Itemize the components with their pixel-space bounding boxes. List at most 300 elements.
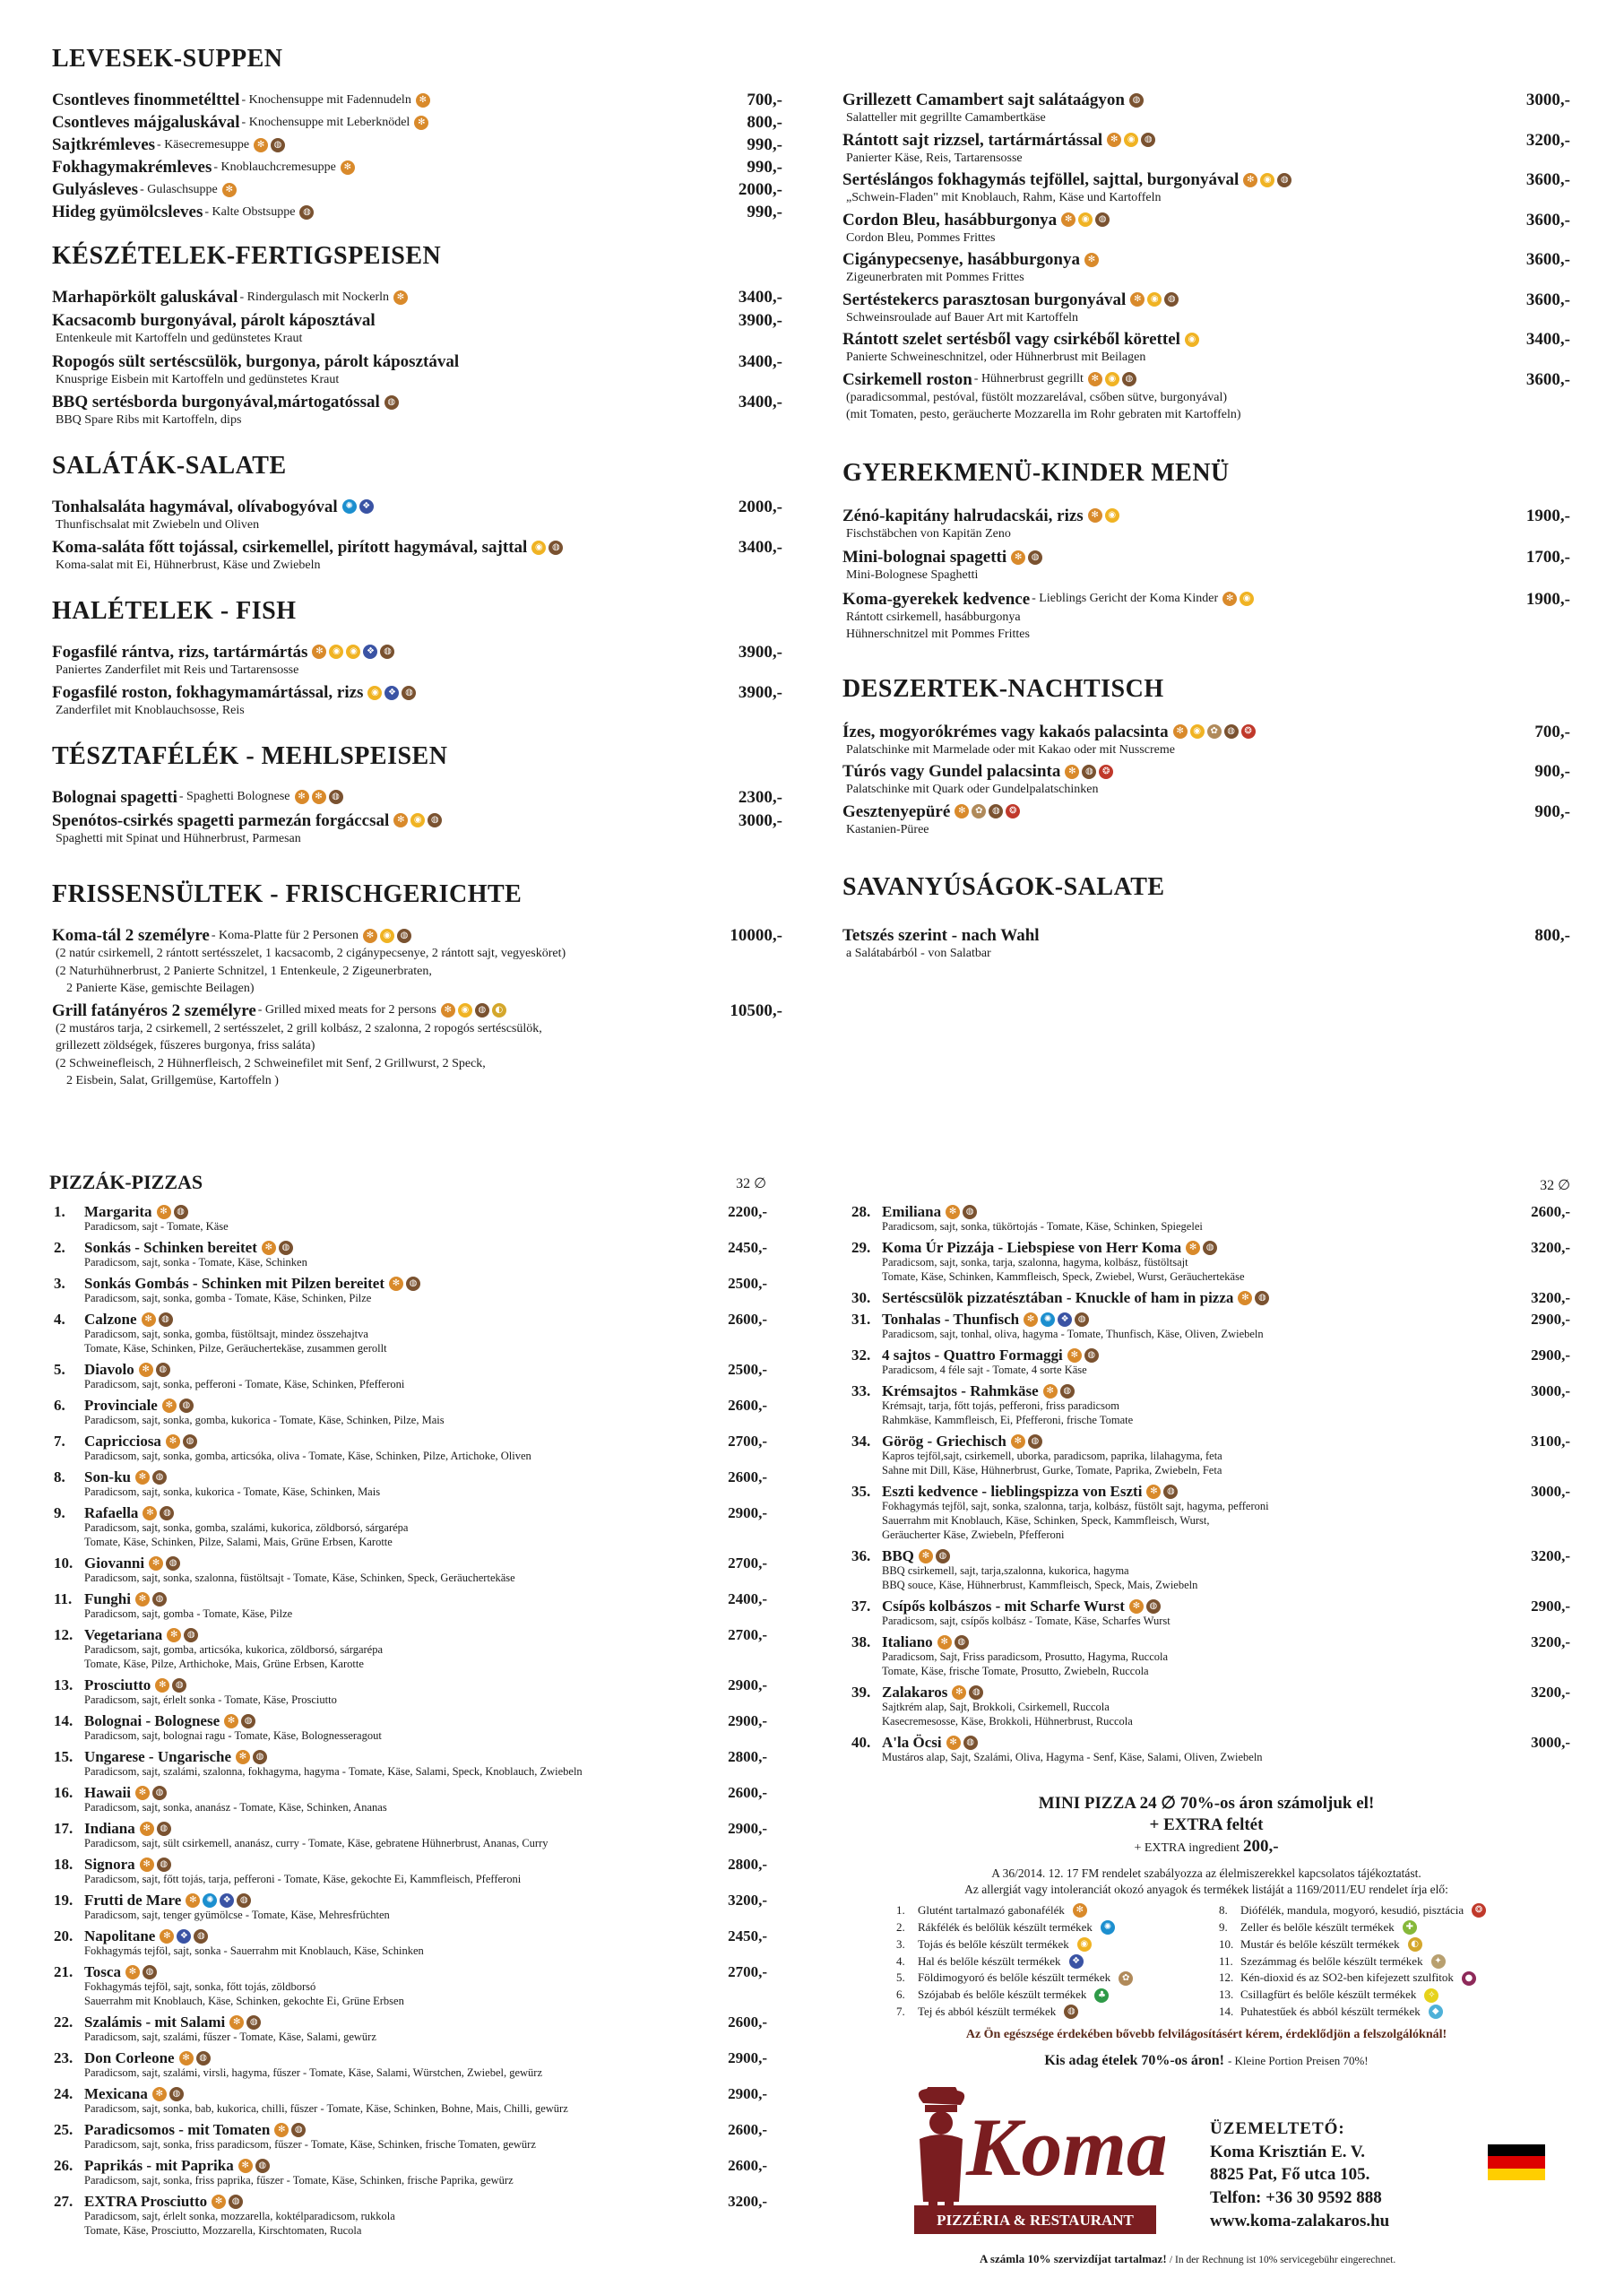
menu-item-line: [842, 371, 1570, 388]
allergen-icons: [140, 1822, 171, 1836]
menu-item[interactable]: [52, 644, 782, 679]
allergen-icons: [1146, 1485, 1178, 1499]
menu-item-description: (2 Schweinefleisch, 2 Hühnerfleisch, 2 Schweinefilet mit Senf, 2 Grillwurst, 2 Speck,: [56, 1056, 486, 1070]
menu-item-name: BBQ sertésborda burgonyával,mártogatóssal: [52, 393, 380, 411]
allergen-icons: [166, 1434, 197, 1449]
allergen-7-icon: ◍: [428, 813, 442, 827]
pizza-item[interactable]: [851, 1312, 1570, 1341]
menu-item[interactable]: [52, 114, 782, 131]
pizza-line: [54, 2050, 767, 2066]
pizza-price: 3200,-: [1531, 1633, 1570, 1650]
pizza-ingredients: Paradicsom, sajt, érlelt sonka, mozzarella, koktélparadicsom, rukkola: [84, 2210, 395, 2222]
pizza-line: [54, 1627, 767, 1642]
menu-item-name: Mini-bolognai spagetti: [842, 548, 1007, 567]
menu-item-line: [52, 159, 782, 176]
menu-item-description: Thunfischsalat mit Zwiebeln und Oliven: [56, 517, 260, 532]
menu-item[interactable]: [52, 789, 782, 806]
menu-item[interactable]: [842, 763, 1570, 798]
pizza-line: [851, 1204, 1570, 1219]
pizza-ingredients: Paradicsom, sajt, szalámi, virsli, hagyma, fűszer - Tomate, Käse, Salami, Würstchen, Zwiebel, gewürz: [84, 2066, 543, 2079]
pizza-ingredients: Paradicsom, sajt, gomba - Tomate, Käse, Pilze: [84, 1607, 293, 1620]
allergen-1-icon: ✻: [416, 93, 430, 108]
extra-ingredient-price: 200,-: [1242, 1837, 1279, 1856]
allergen-1-icon: ✻: [414, 116, 428, 130]
menu-item-price: 3900,-: [738, 311, 782, 330]
allergen-4-icon: ❖: [1058, 1312, 1072, 1327]
menu-item[interactable]: [52, 927, 782, 997]
pizza-size-right: 32 ∅: [1540, 1178, 1570, 1193]
pizza-item[interactable]: [54, 2158, 767, 2187]
pizza-line: [851, 1735, 1570, 1750]
pizza-number: 2.: [54, 1239, 65, 1256]
menu-item-price: 1700,-: [1525, 548, 1570, 567]
allergen-7-icon: ◍: [969, 1685, 983, 1700]
allergen-7-icon: ◍: [152, 1592, 167, 1606]
section-keszetelek: [52, 242, 782, 429]
allergen-icons: [946, 1736, 978, 1750]
pizza-item[interactable]: [54, 1555, 767, 1585]
menu-item-name: Rántott sajt rizzsel, tartármártással: [842, 130, 1103, 150]
pizza-item[interactable]: [851, 1634, 1570, 1678]
pizza-line: [54, 1555, 767, 1571]
allergen-icons: [389, 1277, 420, 1291]
allergen-7-icon: ◍: [1028, 1434, 1042, 1449]
allergen-1-icon: ✻: [140, 1822, 154, 1836]
menu-item-price: 2300,-: [738, 787, 782, 807]
pizza-item[interactable]: [54, 1627, 767, 1671]
pizza-number: 29.: [851, 1239, 871, 1256]
allergen-7-icon: ◍: [179, 1399, 194, 1413]
pizza-item[interactable]: [54, 1312, 767, 1355]
pizza-item[interactable]: [54, 2194, 767, 2238]
allergen-icons: [135, 1470, 167, 1485]
allergen-1-icon: ✻: [135, 1470, 150, 1485]
pizza-price: 3000,-: [1531, 1734, 1570, 1751]
menu-item-name: Fogasfilé rántva, rizs, tartármártás: [52, 642, 308, 662]
pizza-price: 3200,-: [1531, 1547, 1570, 1564]
german-flag-icon[interactable]: [1488, 2144, 1545, 2180]
allergen-list-left: [896, 1902, 1219, 2021]
operator-address: 8825 Pat, Fő utca 105.: [1210, 2165, 1370, 2185]
menu-item[interactable]: [52, 539, 782, 574]
menu-item-german: - Knochensuppe mit Fadennudeln: [241, 92, 411, 107]
pizza-number: 36.: [851, 1547, 871, 1564]
allergen-icons: [149, 1556, 180, 1571]
pizza-price: 3200,-: [1531, 1239, 1570, 1256]
logo-banner: PIZZÉRIA & RESTAURANT: [937, 2212, 1134, 2229]
pizza-item[interactable]: [54, 1713, 767, 1743]
allergen-row: [896, 1919, 1219, 1936]
menu-item-line: [842, 507, 1570, 524]
pizza-item[interactable]: [851, 1484, 1570, 1542]
pizza-item[interactable]: [851, 1240, 1570, 1284]
pizza-name: Paprikás - mit Paprika: [84, 2157, 234, 2174]
section-title: SAVANYÚSÁGOK-SALATE: [842, 873, 1165, 901]
pizza-ingredients: Paradicsom, sajt, sonka, tükörtojás - Tomate, Käse, Schinken, Spiegelei: [882, 1220, 1203, 1233]
menu-item-line: [52, 498, 782, 515]
allergen-icons: [531, 541, 563, 555]
pizza-name: Paradicsomos - mit Tomaten: [84, 2121, 271, 2138]
menu-item[interactable]: [842, 91, 1570, 126]
allergen-4-icon: ❖: [384, 686, 399, 700]
menu-item[interactable]: [842, 723, 1570, 758]
menu-item-line: [842, 91, 1570, 108]
allergen-7-icon: ◍: [237, 1893, 251, 1908]
allergen-1-icon: ✻: [1129, 1599, 1144, 1614]
menu-item-price: 700,-: [1534, 722, 1570, 741]
allergen-7-icon: ◍: [157, 1858, 171, 1872]
allergen-icons: [1069, 1954, 1084, 1969]
flag-stripe-red: [1488, 2156, 1545, 2168]
pizza-ingredients: BBQ csirkemell, sajt, tarja,szalonna, kukorica, hagyma: [882, 1564, 1129, 1577]
allergen-number: 14.: [1219, 2005, 1234, 2019]
allergen-7-icon: ◍: [183, 1434, 197, 1449]
pizza-item[interactable]: [54, 1928, 767, 1958]
pizza-line: [851, 1548, 1570, 1563]
pizza-item[interactable]: [54, 1591, 767, 1621]
menu-item[interactable]: [52, 204, 782, 221]
menu-item-line: [52, 394, 782, 411]
menu-item-line: [842, 132, 1570, 149]
pizza-item[interactable]: [851, 1290, 1570, 1305]
menu-item[interactable]: [52, 159, 782, 176]
pizza-number: 14.: [54, 1712, 73, 1729]
allergen-4-icon: ❖: [1069, 1954, 1084, 1969]
koma-logo: [896, 2087, 1165, 2244]
pizza-name: Tonhalas - Thunfisch: [882, 1311, 1020, 1328]
pizza-ingredients: Paradicsom, sajt, sonka, kukorica - Tomate, Käse, Schinken, Mais: [84, 1485, 381, 1498]
pizza-ingredients: Paradicsom, sajt, sonka, friss paradicsom, fűszer - Tomate, Käse, Schinken, frische Tomaten, gewürz: [84, 2138, 536, 2151]
allergen-icons: [157, 1205, 188, 1219]
pizza-price: 2450,-: [728, 1927, 767, 1944]
pizza-item[interactable]: [54, 1857, 767, 1886]
menu-item[interactable]: [52, 312, 782, 347]
allergen-7-icon: ◍: [157, 1822, 171, 1836]
allergen-3-icon: ◉: [1185, 333, 1199, 347]
pizza-list-left: [54, 1204, 767, 2244]
menu-item-price: 3900,-: [738, 683, 782, 702]
pizza-ingredients: Paradicsom, sajt, sonka, gomba, szalámi, kukorica, zöldborsó, sárgarépa: [84, 1521, 409, 1534]
pizza-name: Margarita: [84, 1203, 152, 1220]
allergen-7-icon: ◍: [229, 2195, 243, 2209]
allergen-1-icon: ✻: [274, 2123, 289, 2137]
allergen-label: Rákfélék és belőlük készült termékek: [918, 1919, 1093, 1934]
allergen-icons: [186, 1893, 251, 1908]
menu-item-price: 1900,-: [1525, 506, 1570, 525]
allergen-1-icon: ✻: [1222, 592, 1237, 606]
menu-item-description: Entenkeule mit Kartoffeln und gedünstetes Kraut: [56, 332, 303, 345]
pizza-name: Hawaii: [84, 1784, 131, 1801]
allergen-1-icon: ✻: [389, 1277, 403, 1291]
allergen-1-icon: ✻: [1084, 253, 1099, 267]
allergen-icons: [952, 1685, 983, 1700]
menu-item[interactable]: [842, 803, 1570, 838]
pizza-item[interactable]: [54, 1677, 767, 1707]
pizza-name: Napolitane: [84, 1927, 156, 1944]
allergen-label: Kén-dioxid és az SO2-ben kifejezett szulfitok: [1240, 1970, 1454, 1985]
menu-item-line: [52, 684, 782, 701]
menu-item[interactable]: [842, 291, 1570, 326]
allergen-icons: [1077, 1937, 1092, 1952]
menu-item-name: Zénó-kapitány halrudacskái, rizs: [842, 506, 1084, 525]
menu-item-price: 990,-: [747, 203, 782, 221]
allergen-7-icon: ◍: [196, 2051, 211, 2066]
pizza-number: 20.: [54, 1927, 73, 1944]
pizza-ingredients: Fokhagymás tejföl, sajt, sonka, főtt tojás, zöldborsó: [84, 1980, 316, 1993]
menu-item-name: Fokhagymakrémleves: [52, 158, 212, 177]
menu-item-description: Panierte Schweineschnitzel, oder Hühnerbrust mit Beilagen: [846, 351, 1146, 364]
allergen-icons: [262, 1241, 293, 1255]
pizza-item[interactable]: [54, 2122, 767, 2152]
pizza-number: 6.: [54, 1397, 65, 1414]
pizza-name: Funghi: [84, 1590, 131, 1607]
allergen-label: Glutént tartalmazó gabonafélék: [918, 1903, 1065, 1917]
pizza-item[interactable]: [54, 1433, 767, 1463]
menu-item-name: Cigánypecsenye, hasábburgonya: [842, 250, 1080, 269]
allergen-1-icon: ✻: [149, 1556, 163, 1571]
pizza-item[interactable]: [54, 1505, 767, 1549]
pizza-item[interactable]: [851, 1204, 1570, 1234]
allergen-icons: [363, 929, 411, 943]
flag-stripe-gold: [1488, 2169, 1545, 2180]
section-levesek: [52, 45, 782, 221]
pizza-number: 33.: [851, 1382, 871, 1399]
section-title: FRISSENSÜLTEK - FRISCHGERICHTE: [52, 880, 523, 908]
menu-item-line: [52, 289, 782, 306]
allergen-icons: [135, 1786, 167, 1800]
pizza-line: [54, 1892, 767, 1908]
allergen-label: Szezámmag és belőle készült termékek: [1240, 1953, 1423, 1968]
pizza-number: 30.: [851, 1289, 871, 1306]
menu-item[interactable]: [52, 498, 782, 533]
pizza-ingredients: Kapros tejföl,sajt, csirkemell, uborka, paradicsom, paprika, lilahagyma, feta: [882, 1450, 1222, 1462]
pizza-ingredients: Tomate, Käse, Schinken, Pilze, Salami, Mais, Grüne Erbsen, Karotte: [84, 1536, 393, 1548]
section-deszertek: [842, 675, 1570, 838]
pizza-item[interactable]: [851, 1347, 1570, 1377]
pizza-price: 2900,-: [728, 2049, 767, 2066]
pizza-number: 34.: [851, 1433, 871, 1450]
pizza-name: Rafaella: [84, 1504, 139, 1521]
menu-item-description: Palatschinke mit Quark oder Gundelpalatschinken: [846, 783, 1099, 796]
menu-item[interactable]: [52, 136, 782, 153]
pizza-item[interactable]: [54, 1398, 767, 1427]
pizza-item[interactable]: [54, 1785, 767, 1814]
allergen-7-icon: ◍: [271, 138, 285, 152]
allergen-icons: [1186, 1241, 1217, 1255]
menu-item[interactable]: [52, 91, 782, 108]
menu-item-description: Salatteller mit gegrillte Camambertkäse: [846, 111, 1046, 125]
menu-item-price: 800,-: [1534, 926, 1570, 945]
pizza-number: 25.: [54, 2121, 73, 2138]
pizza-number: 8.: [54, 1468, 65, 1485]
allergen-7-icon: ◍: [1224, 724, 1239, 739]
allergen-7-icon: ◍: [166, 1556, 180, 1571]
allergen-5-icon: ✿: [1207, 724, 1222, 739]
pizza-ingredients: Fokhagymás tejföl, sajt, sonka - Sauerrahm mit Knoblauch, Käse, Schinken: [84, 1944, 424, 1957]
menu-item-description: Spaghetti mit Spinat und Hühnerbrust, Parmesan: [56, 831, 301, 845]
allergen-7-icon: ◍: [1064, 2005, 1078, 2019]
allergen-icons: [238, 2159, 270, 2173]
pizza-name: Tosca: [84, 1963, 121, 1980]
allergen-1-icon: ✻: [143, 1506, 157, 1520]
menu-item-line: [52, 1002, 782, 1019]
menu-item[interactable]: [52, 289, 782, 306]
menu-item-price: 990,-: [747, 158, 782, 177]
menu-item-price: 800,-: [747, 113, 782, 132]
menu-item[interactable]: [842, 171, 1570, 206]
menu-item-line: [52, 539, 782, 556]
menu-item[interactable]: [842, 371, 1570, 423]
pizza-price: 2600,-: [728, 1468, 767, 1485]
allergen-number: 9.: [1219, 1919, 1228, 1934]
pizza-ingredients: Paradicsom, sajt, sonka, gomba, füstöltsajt, mindez összehajtva: [84, 1328, 368, 1340]
pizza-item[interactable]: [54, 2050, 767, 2080]
menu-item[interactable]: [842, 507, 1570, 542]
pizza-item[interactable]: [54, 2086, 767, 2116]
pizza-price: 2500,-: [728, 1275, 767, 1292]
allergen-7-icon: ◍: [152, 1786, 167, 1800]
menu-item-description: Paniertes Zanderfilet mit Reis und Tartarensosse: [56, 663, 299, 677]
pizza-item[interactable]: [54, 1892, 767, 1922]
allergen-2-icon: ✺: [1101, 1920, 1115, 1935]
menu-item[interactable]: [842, 549, 1570, 584]
pizza-item[interactable]: [54, 1362, 767, 1391]
operator-phone: Telfon: +36 30 9592 888: [1210, 2187, 1382, 2207]
pizza-name: Krémsajtos - Rahmkäse: [882, 1382, 1039, 1399]
menu-item[interactable]: [52, 181, 782, 198]
pizza-number: 23.: [54, 2049, 73, 2066]
pizza-number: 39.: [851, 1684, 871, 1701]
pizza-item[interactable]: [54, 1749, 767, 1779]
menu-item[interactable]: [52, 394, 782, 429]
menu-item-line: [842, 549, 1570, 566]
allergen-number: 4.: [896, 1953, 905, 1968]
allergen-7-icon: ◍: [1082, 765, 1096, 779]
pizza-item[interactable]: [851, 1383, 1570, 1427]
pizza-ingredients: Rahmkäse, Kammfleisch, Ei, Pfefferoni, frische Tomate: [882, 1414, 1134, 1426]
allergen-icons: [140, 1858, 171, 1872]
pizza-item[interactable]: [851, 1433, 1570, 1477]
pizza-line: [54, 1204, 767, 1219]
menu-item[interactable]: [842, 132, 1570, 167]
pizza-item[interactable]: [851, 1598, 1570, 1628]
allergen-icons: [1011, 550, 1042, 565]
pizza-item[interactable]: [54, 1204, 767, 1234]
pizza-name: Csípős kolbászos - mit Scharfe Wurst: [882, 1598, 1125, 1615]
pizza-line: [851, 1634, 1570, 1650]
pizza-price: 2600,-: [728, 1397, 767, 1414]
menu-item-description: 2 Eisbein, Salat, Grillgemüse, Kartoffeln ): [66, 1074, 279, 1087]
pizza-line: [54, 1677, 767, 1693]
menu-item[interactable]: [842, 591, 1570, 643]
pizza-price: 2450,-: [728, 1239, 767, 1256]
pizza-price: 2500,-: [728, 1361, 767, 1378]
menu-item[interactable]: [842, 927, 1570, 962]
pizza-item[interactable]: [54, 1964, 767, 2008]
pizza-item[interactable]: [851, 1548, 1570, 1592]
allergen-4-icon: ❖: [359, 499, 374, 514]
pizza-item[interactable]: [851, 1684, 1570, 1728]
menu-item[interactable]: [52, 1002, 782, 1089]
pizza-number: 17.: [54, 1820, 73, 1837]
menu-item-price: 3600,-: [1525, 210, 1570, 230]
pizza-line: [54, 2086, 767, 2101]
allergen-7-icon: ◍: [143, 1965, 157, 1979]
menu-item[interactable]: [52, 812, 782, 847]
pizza-item[interactable]: [54, 1240, 767, 1269]
section-right_top: [842, 91, 1570, 423]
menu-item-description: Fischstäbchen von Kapitän Zeno: [846, 526, 1011, 541]
extra-ingredient-label: + EXTRA ingredient: [1134, 1841, 1240, 1855]
allergen-1-icon: ✻: [1146, 1485, 1161, 1499]
allergen-7-icon: ◍: [1255, 1291, 1269, 1305]
menu-item[interactable]: [52, 353, 782, 388]
pizza-name: Don Corleone: [84, 2049, 175, 2066]
allergen-7-icon: ◍: [963, 1205, 977, 1219]
section-frissensultek: [52, 880, 782, 1089]
allergen-icons: [341, 160, 355, 175]
pizza-price: 2900,-: [728, 1676, 767, 1693]
allergen-1-icon: ✻: [262, 1241, 276, 1255]
pizza-line: [54, 1469, 767, 1485]
allergen-icons: [1408, 1937, 1422, 1952]
menu-item[interactable]: [52, 684, 782, 719]
section-title: LEVESEK-SUPPEN: [52, 45, 283, 73]
menu-item[interactable]: [842, 251, 1570, 286]
pizza-item[interactable]: [54, 1821, 767, 1850]
allergen-icons: [224, 1714, 255, 1728]
allergen-number: 12.: [1219, 1970, 1234, 1985]
allergen-number: 6.: [896, 1988, 905, 2002]
pizza-ingredients: Tomate, Käse, frische Tomate, Prosutto, Zwiebeln, Ruccola: [882, 1665, 1149, 1677]
allergen-1-icon: ✻: [152, 2087, 167, 2101]
allergen-row: [1219, 2004, 1559, 2021]
operator-web[interactable]: www.koma-zalakaros.hu: [1210, 2211, 1390, 2230]
menu-item-german: - Kalte Obstsuppe: [204, 204, 296, 219]
pizza-line: [851, 1240, 1570, 1255]
pizza-line: [54, 1713, 767, 1728]
allergen-icons: [299, 205, 314, 220]
menu-item[interactable]: [842, 212, 1570, 247]
allergen-row: [896, 1902, 1219, 1919]
pizza-item[interactable]: [851, 1735, 1570, 1764]
allergen-icons: [1222, 592, 1254, 606]
pizza-price: 3100,-: [1531, 1433, 1570, 1450]
menu-item-description: Palatschinke mit Marmelade oder mit Kakao oder mit Nusscreme: [846, 742, 1176, 757]
menu-item-description: (2 natúr csirkemell, 2 rántott sertésszelet, 1 kacsacomb, 2 cigánypecsenye, 2 rántott sajt, vegyesköret): [56, 947, 566, 960]
allergen-7-icon: ◍: [172, 1678, 186, 1693]
allergen-1-icon: ✻: [341, 160, 355, 175]
menu-item-name: Gulyásleves: [52, 180, 139, 199]
pizza-number: 32.: [851, 1347, 871, 1364]
allergen-icons: [139, 1363, 170, 1377]
pizza-item[interactable]: [54, 1469, 767, 1499]
allergen-1-icon: ✻: [312, 790, 326, 804]
pizza-name: Signora: [84, 1856, 135, 1873]
allergen-icons: [1462, 1971, 1476, 1986]
pizza-line: [54, 1928, 767, 1944]
pizza-item[interactable]: [54, 1276, 767, 1305]
menu-item[interactable]: [842, 331, 1570, 366]
allergen-icons: [946, 1205, 977, 1219]
allergen-icons: [125, 1965, 157, 1979]
menu-item-line: [52, 204, 782, 221]
allergen-label: Tej és abból készült termékek: [918, 2005, 1057, 2019]
allergen-1-icon: ✻: [139, 1363, 153, 1377]
pizza-ingredients: Kasecremesosse, Käse, Brokkoli, Hühnerbrust, Ruccola: [882, 1715, 1133, 1728]
pizza-item[interactable]: [54, 2014, 767, 2044]
allergen-list-right: [1219, 1902, 1559, 2021]
